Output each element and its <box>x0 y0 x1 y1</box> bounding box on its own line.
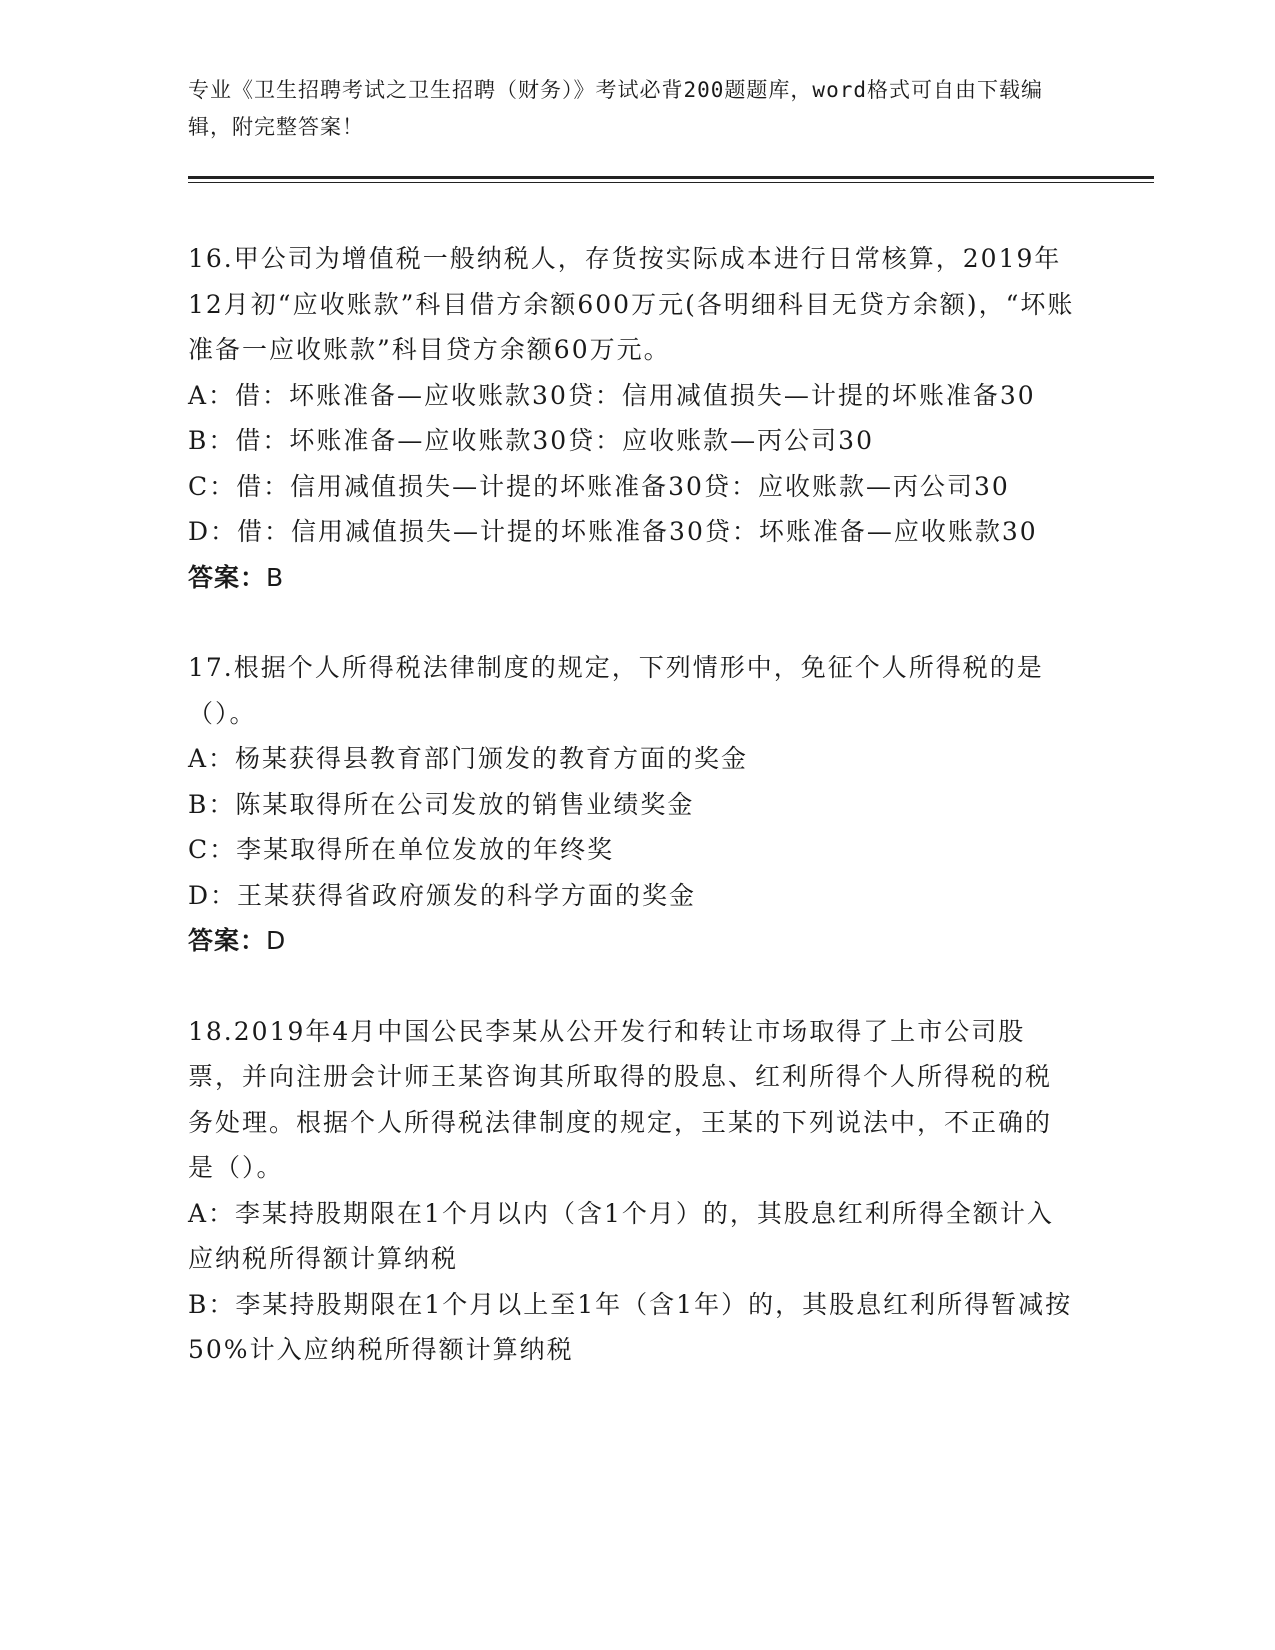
header-divider-thin <box>188 182 1154 183</box>
option-b: B：李某持股期限在1个月以上至1年（含1年）的，其股息红利所得暂减按50%计入应纳税所得额计算纳税 <box>188 1289 1073 1364</box>
answer-value: B <box>266 562 285 592</box>
question-18 <box>188 1009 1078 1373</box>
option-a: A：李某持股期限在1个月以内（含1个月）的，其股息红利所得全额计入应纳税所得额计算纳税 <box>188 1198 1054 1273</box>
answer-label: 答案： <box>188 562 267 592</box>
option-b: B：陈某取得所在公司发放的销售业绩奖金 <box>188 789 695 819</box>
option-a: A：借：坏账准备—应收账款30贷：信用减值损失—计提的坏账准备30 <box>188 380 1036 410</box>
option-c: C：李某取得所在单位发放的年终奖 <box>188 835 615 864</box>
option-c: C：借：信用减值损失—计提的坏账准备30贷：应收账款—丙公司30 <box>188 471 1010 501</box>
option-a: A：杨某获得县教育部门颁发的教育方面的奖金 <box>188 744 749 773</box>
question-16 <box>188 236 1078 600</box>
option-d: D：王某获得省政府颁发的科学方面的奖金 <box>188 880 697 910</box>
answer-line <box>188 918 1078 964</box>
answer-line <box>188 555 1078 601</box>
option-b: B：借：坏账准备—应收账款30贷：应收账款—丙公司30 <box>188 426 874 455</box>
answer-label: 答案： <box>188 926 267 955</box>
document-header: 专业《卫生招聘考试之卫生招聘（财务）》考试必背200题题库，word格式可自由下载编辑，附完整答案！ <box>188 78 1043 139</box>
question-stem: 17.根据个人所得税法律制度的规定，下列情形中，免征个人所得税的是（）。 <box>188 653 1044 728</box>
question-list <box>188 236 1078 1418</box>
question-stem: 16.甲公司为增值税一般纳税人，存货按实际成本进行日常核算，2019年12月初“应收账款”科目借方余额600万元(各明细科目无贷方余额)，“坏账准备一应收账款”科目贷方余额60万元。 <box>188 244 1075 364</box>
question-17 <box>188 645 1078 964</box>
answer-value: D <box>266 926 287 955</box>
header-divider-thick <box>188 176 1154 179</box>
option-d: D：借：信用减值损失—计提的坏账准备30贷：坏账准备—应收账款30 <box>188 517 1038 546</box>
question-stem: 18.2019年4月中国公民李某从公开发行和转让市场取得了上市公司股票，并向注册会计师王某咨询其所取得的股息、红利所得个人所得税的税务处理。根据个人所得税法律制度的规定，王某的下列说法中，不正确的是（）。 <box>188 1016 1053 1182</box>
